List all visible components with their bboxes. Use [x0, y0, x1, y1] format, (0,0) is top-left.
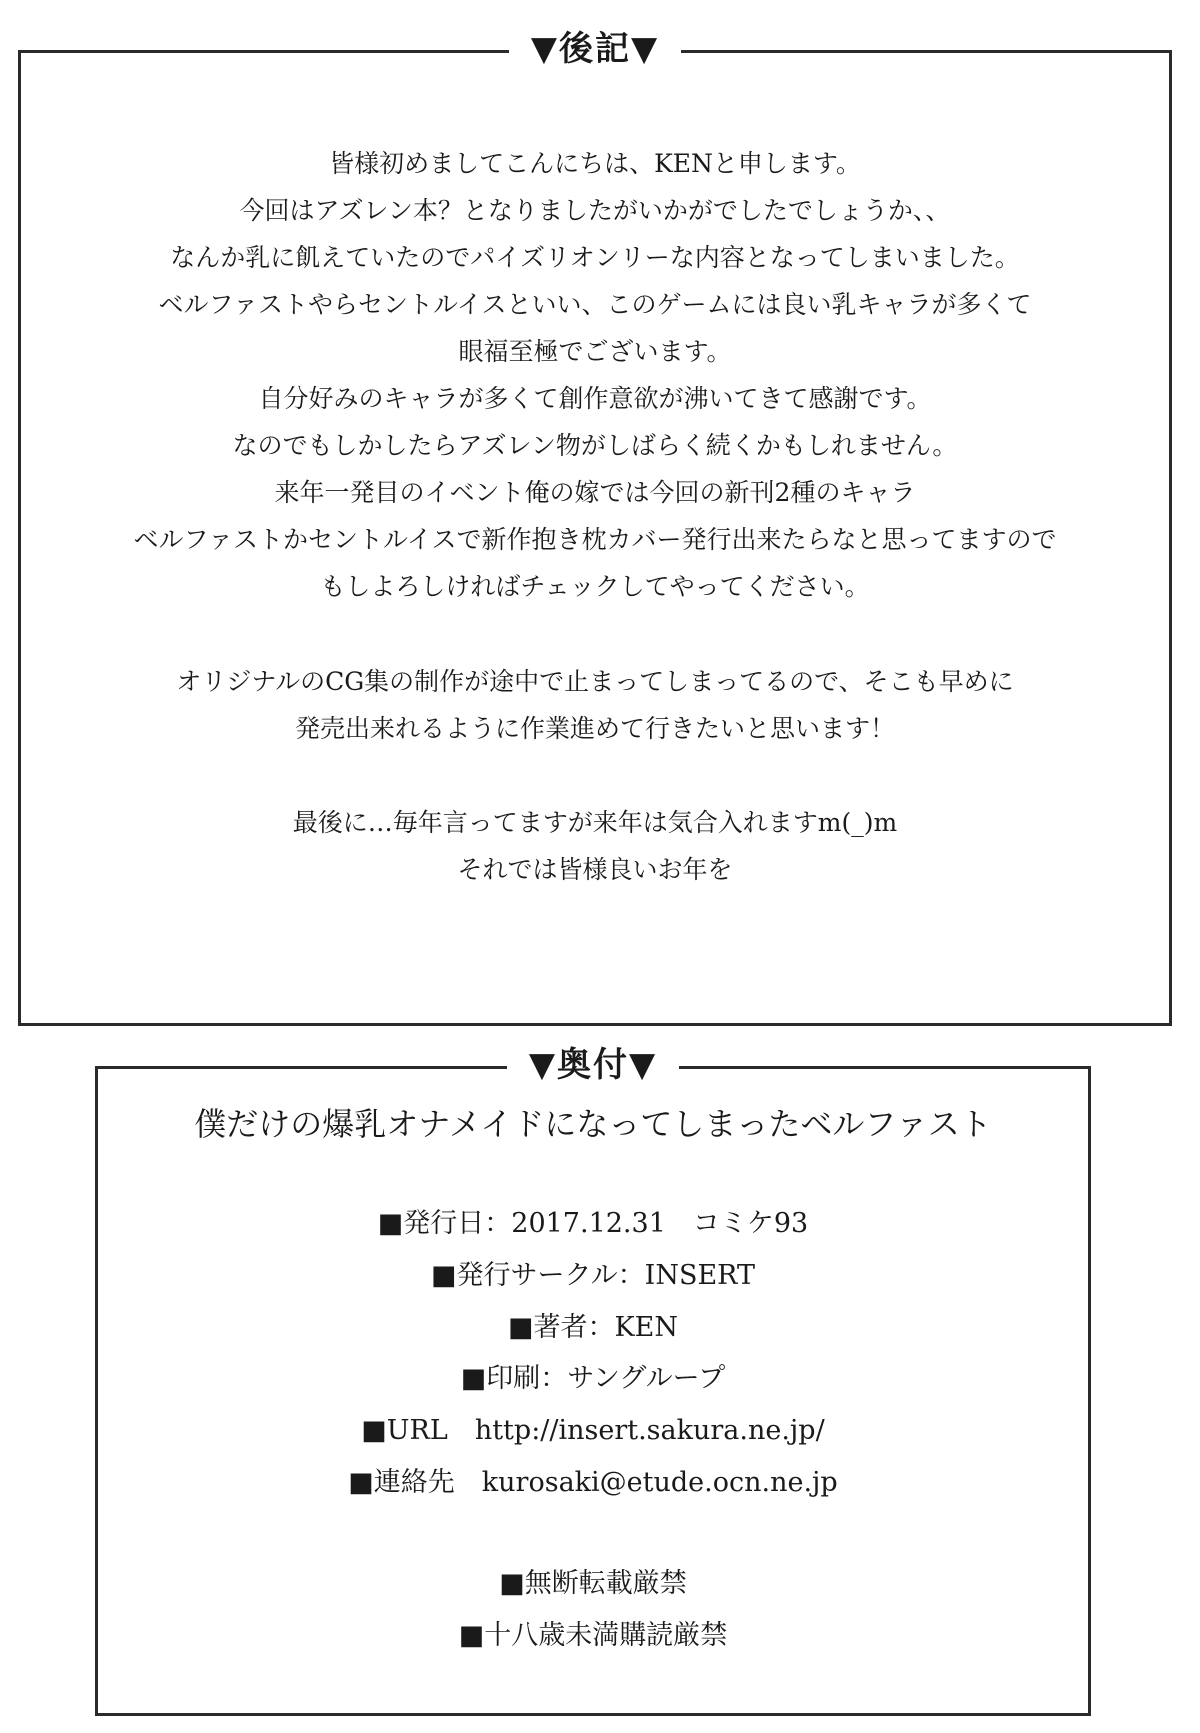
colophon-frame	[95, 1045, 1091, 1716]
afterword-line: 皆様初めましてこんにちは、KENと申します。	[329, 149, 861, 178]
afterword-line: 今回はアズレン本？となりましたがいかがでしたでしょうか、、	[239, 196, 951, 225]
afterword-line: 来年一発目のイベント俺の嫁では今回の新刊2種のキャラ	[274, 478, 916, 507]
colophon-item-no-reprint: ■無断転載厳禁	[499, 1568, 687, 1599]
afterword-title: ▼後記▼	[21, 29, 1169, 69]
colophon-item-url: ■URL http://insert.sakura.ne.jp/	[361, 1415, 825, 1446]
colophon-item-contact: ■連絡先 kurosaki@etude.ocn.ne.jp	[348, 1467, 838, 1498]
colophon-item-author: ■著者：KEN	[507, 1312, 678, 1343]
afterword-line: それでは皆様良いお年を	[457, 855, 733, 884]
afterword-line: 発売出来れるように作業進めて行きたいと思います！	[294, 714, 895, 743]
afterword-line: オリジナルのCG集の制作が途中で止まってしまってるので、そこも早めに	[176, 667, 1014, 696]
afterword-line: なのでもしかしたらアズレン物がしばらく続くかもしれません。	[232, 431, 958, 460]
colophon-item-printer: ■印刷：サングループ	[460, 1363, 726, 1394]
afterword-line: 自分好みのキャラが多くて創作意欲が沸いてきて感謝です。	[258, 384, 932, 413]
colophon-item-circle: ■発行サークル：INSERT	[430, 1260, 756, 1291]
afterword-line: 眼福至極でございます。	[458, 337, 732, 366]
afterword-line: なんか乳に飢えていたのでパイズリオンリーな内容となってしまいました。	[170, 243, 1020, 272]
colophon-title: ▼奥付▼	[98, 1045, 1088, 1085]
afterword-line: ベルファストやらセントルイスといい、このゲームには良い乳キャラが多くて	[158, 290, 1032, 319]
colophon-item-age-restriction: ■十八歳未満購読厳禁	[458, 1620, 728, 1651]
book-title: 僕だけの爆乳オナメイドになってしまったベルファスト	[194, 1105, 992, 1143]
afterword-line: ベルファストかセントルイスで新作抱き枕カバー発行出来たらなと思ってますので	[133, 525, 1057, 554]
afterword-line: もしよろしければチェックしてやってください。	[320, 572, 870, 601]
afterword-frame	[18, 29, 1172, 1026]
colophon-item-release-date: ■発行日：2017.12.31 コミケ93	[377, 1208, 809, 1239]
afterword-line: 最後に…毎年言ってますが来年は気合入れますm(_)m	[292, 808, 898, 837]
